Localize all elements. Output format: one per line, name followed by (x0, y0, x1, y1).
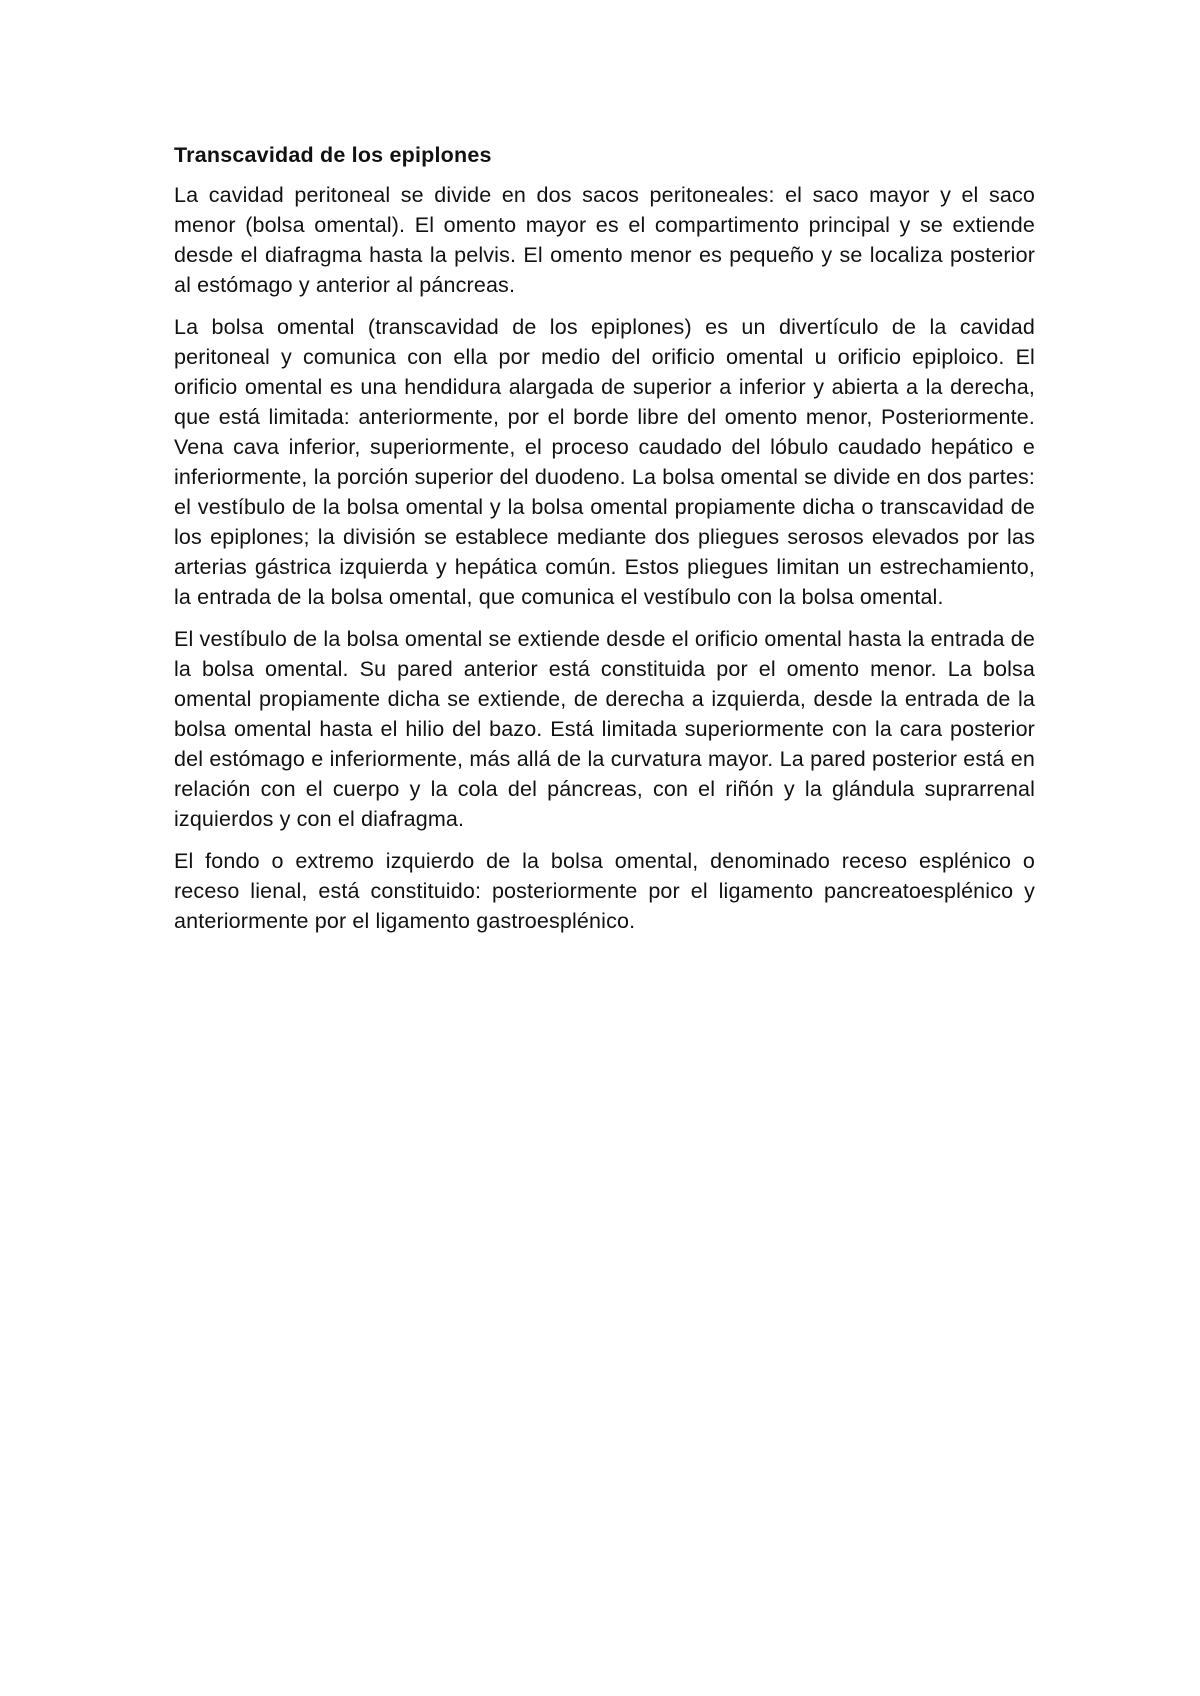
paragraph-splenic-recess: El fondo o extremo izquierdo de la bolsa omental, denominado receso esplénico o receso lienal, está constituido: posteriormente por el ligamento pancreatoesplénico y anteriormente por el ligamento gastroesplénico. (174, 849, 1035, 933)
paragraph-omental-bursa: La bolsa omental (transcavidad de los epiplones) es un divertículo de la cavidad peritoneal y comunica con ella por medio del orificio omental u orificio epiploico. El orificio omental es una hendidura alargada de superior a inferior y abierta a la derecha, que está limitada: anteriormente, por el borde libre del omento menor, Posteriormente. Vena cava inferior, superiormente, el proceso caudado del lóbulo caudado hepático e inferiormente, la porción superior del duodeno. La bolsa omental se divide en dos partes: el vestíbulo de la bolsa omental y la bolsa omental propiamente dicha o transcavidad de los epiplones; la división se establece mediante dos pliegues serosos elevados por las arterias gástrica izquierda y hepática común. Estos pliegues limitan un estrechamiento, la entrada de la bolsa omental, que comunica el vestíbulo con la bolsa omental. (174, 315, 1035, 609)
document-title: Transcavidad de los epiplones (174, 143, 492, 167)
document-page (174, 140, 1035, 948)
paragraph-omental-vestibule: El vestíbulo de la bolsa omental se extiende desde el orificio omental hasta la entrada de la bolsa omental. Su pared anterior está constituida por el omento menor. La bolsa omental propiamente dicha se extiende, de derecha a izquierda, desde la entrada de la bolsa omental hasta el hilio del bazo. Está limitada superiormente con la cara posterior del estómago e inferiormente, más allá de la curvatura mayor. La pared posterior está en relación con el cuerpo y la cola del páncreas, con el riñón y la glándula suprarrenal izquierdos y con el diafragma. (174, 627, 1035, 831)
paragraph-peritoneal-cavity: La cavidad peritoneal se divide en dos sacos peritoneales: el saco mayor y el saco menor (bolsa omental). El omento mayor es el compartimento principal y se extiende desde el diafragma hasta la pelvis. El omento menor es pequeño y se localiza posterior al estómago y anterior al páncreas. (174, 183, 1035, 297)
